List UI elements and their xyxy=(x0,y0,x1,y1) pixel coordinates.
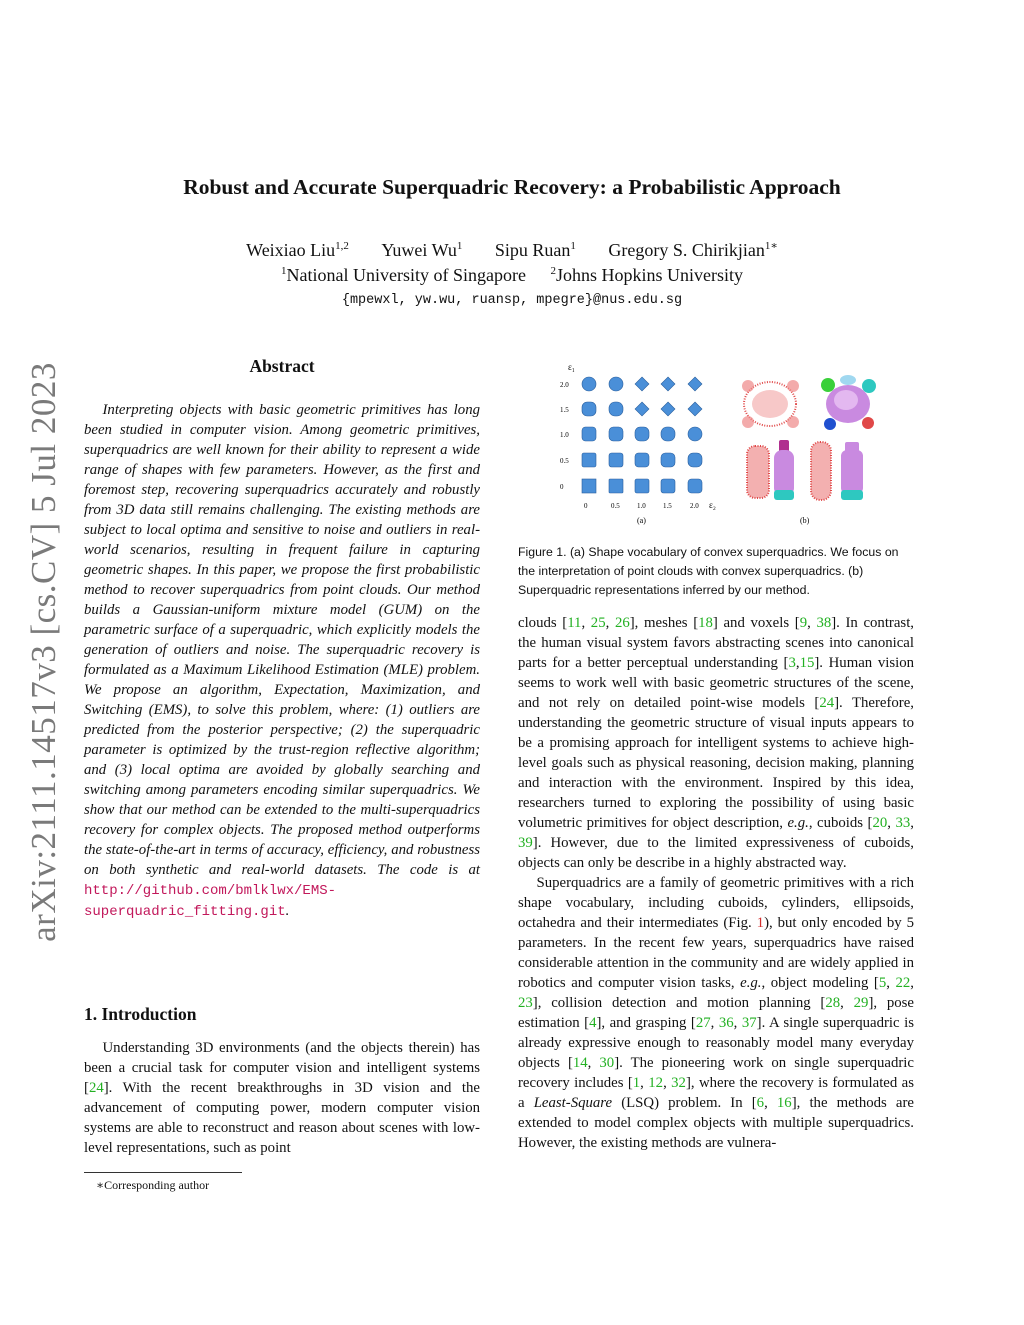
bottle-superquadric-1 xyxy=(774,440,794,500)
body-text: , xyxy=(663,1075,672,1091)
abstract-heading: Abstract xyxy=(249,356,315,376)
author: Gregory S. Chirikjian$^{1∗}$ xyxy=(608,240,778,260)
body-text: , xyxy=(587,1055,600,1071)
superquadric-shape xyxy=(661,402,675,416)
superquadric-shape xyxy=(582,453,596,467)
affiliation: $^1$National University of Singapore xyxy=(281,265,526,285)
arxiv-identifier: arXiv:2111.14517v3 [cs.CV] 5 Jul 2023 xyxy=(24,362,63,942)
abstract-period: . xyxy=(285,903,290,919)
superquadric-shape xyxy=(582,377,596,391)
superquadric-shape xyxy=(635,479,649,493)
y-tick-label: 0 xyxy=(560,483,564,491)
superquadric-shape xyxy=(688,479,702,493)
x-tick-label: 0 xyxy=(584,502,588,510)
author-list xyxy=(0,240,1024,261)
citation-link[interactable]: 20 xyxy=(872,815,888,831)
superquadric-shape xyxy=(688,377,702,391)
author-emails: {mpewxl, yw.wu, ruansp, mpegre}@nus.edu.sg xyxy=(341,293,683,308)
author: Weixiao Liu$^{1,2}$ xyxy=(246,240,349,260)
x-tick-label: 0.5 xyxy=(611,502,620,510)
x-tick-label: 1.5 xyxy=(663,502,672,510)
superquadric-shape xyxy=(609,402,623,416)
body-text: Superquadrics are a family of geometric primitives with a rich shape vocabulary, including cuboids, cylinders, ellipsoids, octahedra and their intermediates (Fig. xyxy=(518,875,914,931)
citation-link[interactable]: 4 xyxy=(589,1015,597,1031)
body-text: ]. A single superquadric is already expressive enough to reasonably model many everyday objects [ xyxy=(518,1015,914,1071)
figure-ref-link[interactable]: 1 xyxy=(756,915,765,931)
body-text: ]. However, due to the limited expressiveness of cuboids, objects can only be describe in a highly abstracted way. xyxy=(518,835,914,871)
body-text: ] and voxels [ xyxy=(712,615,800,631)
citation-link[interactable]: 28 xyxy=(825,995,841,1011)
body-text: , xyxy=(840,995,854,1011)
superquadric-shape xyxy=(609,453,623,467)
intro-paragraph xyxy=(84,1038,480,1158)
superquadric-shape xyxy=(661,479,675,493)
citation-link[interactable]: 38 xyxy=(816,615,832,631)
turtle-superquadrics xyxy=(821,375,876,430)
body-text: , xyxy=(581,615,591,631)
citation-link[interactable]: 6 xyxy=(756,1095,765,1111)
y-axis-label: ε₁ xyxy=(568,362,575,372)
section-heading-introduction: 1. Introduction xyxy=(84,1004,197,1024)
citation-link[interactable]: 12 xyxy=(648,1075,664,1091)
superquadric-shape xyxy=(661,453,675,467)
bottle-pointcloud-2 xyxy=(811,442,831,500)
body-text: , xyxy=(887,815,896,831)
superquadric-shape xyxy=(688,453,702,467)
body-text: , xyxy=(733,1015,742,1031)
arxiv-sidebar xyxy=(16,362,72,942)
citation-link[interactable]: 30 xyxy=(599,1055,615,1071)
body-text: , xyxy=(910,815,914,831)
citation-link[interactable]: 37 xyxy=(741,1015,757,1031)
superquadric-shape xyxy=(635,453,649,467)
body-text: ]. In contrast, the human visual system favors abstracting scenes into canonical parts for a better perceptual understanding [ xyxy=(518,615,914,671)
shape-vocabulary-grid xyxy=(582,377,702,493)
citation-link[interactable]: 23 xyxy=(518,995,533,1011)
x-ticks xyxy=(584,502,699,510)
superquadric-shape xyxy=(661,377,675,391)
body-text: ], and grasping [ xyxy=(596,1015,696,1031)
body-text: , xyxy=(764,1095,777,1111)
body-text: clouds [ xyxy=(518,615,568,631)
citation-link[interactable]: 36 xyxy=(718,1015,734,1031)
citation-link[interactable]: 16 xyxy=(776,1095,792,1111)
citation-link[interactable]: 5 xyxy=(878,975,887,991)
citation-link[interactable]: 32 xyxy=(671,1075,686,1091)
citation-link[interactable]: 14 xyxy=(572,1055,588,1071)
italic-text: e.g. xyxy=(787,815,809,831)
x-tick-label: 2.0 xyxy=(690,502,699,510)
y-tick-label: 2.0 xyxy=(560,381,569,389)
code-link[interactable]: http://github.com/bmlklwx/EMS-superquadric_fitting.git xyxy=(84,883,337,920)
figure-1 xyxy=(548,352,888,532)
footnote: ∗Corresponding author xyxy=(96,1178,210,1192)
citation-link[interactable]: 22 xyxy=(895,975,911,991)
superquadric-shape xyxy=(582,402,596,416)
italic-text: e.g. xyxy=(740,975,762,991)
citation-link[interactable]: 33 xyxy=(895,815,911,831)
right-column-text xyxy=(518,613,914,1153)
body-text: , cuboids [ xyxy=(808,815,873,831)
body-text: , xyxy=(710,1015,719,1031)
subfigure-label-b: (b) xyxy=(800,516,810,525)
body-text: , xyxy=(910,975,914,991)
citation-link[interactable]: 11 xyxy=(567,615,582,631)
body-text: , xyxy=(640,1075,649,1091)
citation-link[interactable]: 9 xyxy=(799,615,808,631)
superquadric-shape xyxy=(635,427,649,441)
intro-paragraph-superquadrics xyxy=(518,873,914,1153)
intro-paragraph-continued xyxy=(518,613,914,873)
body-text: ]. The pioneering work on single superquadric recovery includes [ xyxy=(518,1055,914,1091)
superquadric-shape xyxy=(609,479,623,493)
author: Yuwei Wu$^1$ xyxy=(381,240,463,260)
body-text: ], the methods are extended to model complex objects with multiple superquadrics. However, the existing methods are vulnera- xyxy=(518,1095,914,1151)
figure-1-caption: Figure 1. (a) Shape vocabulary of convex superquadrics. We focus on the interpretation of point clouds with convex superquadrics. (b) Superquadric representations inferred by our method. xyxy=(518,545,899,597)
intro-text: Understanding 3D environments (and the objects therein) has been a crucial task for computer vision and intelligent systems [ xyxy=(84,1040,480,1096)
x-tick-label: 1.0 xyxy=(637,502,646,510)
x-axis-label: ε₂ xyxy=(709,500,716,510)
citation-link[interactable]: 26 xyxy=(614,615,630,631)
abstract-body xyxy=(84,400,480,922)
affiliation-list xyxy=(0,265,1024,286)
y-ticks xyxy=(560,381,569,491)
y-tick-label: 0.5 xyxy=(560,457,569,465)
citation-link[interactable]: 3 xyxy=(788,655,796,671)
superquadric-shape xyxy=(582,427,596,441)
citation-link[interactable]: 18 xyxy=(698,615,713,631)
citation-link[interactable]: 25 xyxy=(590,615,606,631)
body-text: (LSQ) problem. In [ xyxy=(612,1095,757,1111)
y-tick-label: 1.0 xyxy=(560,431,569,439)
y-tick-label: 1.5 xyxy=(560,406,569,414)
abstract-text: Interpreting objects with basic geometric primitives has long been studied in computer vision. Among geometric primitives, superquadrics are well known for their ability to represent a wide range of shapes with few parameters. However, as the first and foremost step, recovering superquadrics accurately and robustly from 3D data still remains challenging. The existing methods are subject to local optima and sensitive to noise and outliers in real-world scenarios, resulting in frequent failure in capturing geometric shapes. In this paper, we propose the first probabilistic method to recover superquadrics from point clouds. Our method builds a Gaussian-uniform mixture model (GUM) on the parametric surface of a superquadric, which explicitly models the generation of outliers and noise. The superquadric recovery is formulated as a Maximum Likelihood Estimation (MLE) problem. We propose an algorithm, Expectation, Maximization, and Switching (EMS), to solve this problem, where: (1) outliers are predicted from the posterior perspective; (2) the superquadric parameter is optimized by the trust-region reflective algorithm; and (3) local optima are avoided by globally searching and switching among parameters encoding similar superquadrics. We show that our method can be extended to the multi-superquadrics recovery for complex objects. The proposed method outperforms the state-of-the-art in terms of accuracy, efficiency, and robustness on both synthetic and real-world datasets. The code is at xyxy=(84,402,480,878)
body-text: ], where the recovery is formulated as a xyxy=(518,1075,914,1111)
italic-text: Least-Square xyxy=(533,1095,613,1111)
body-text: , xyxy=(605,615,615,631)
body-text: , xyxy=(795,655,800,671)
superquadric-shape xyxy=(635,377,649,391)
turtle-pointcloud xyxy=(742,380,799,428)
footnote-rule xyxy=(84,1172,242,1173)
citation-link[interactable]: 27 xyxy=(695,1015,711,1031)
superquadric-shape xyxy=(635,402,649,416)
body-text: ]. Human vision seems to work well with basic geometric structures of the scene, and not rely on detailed point-wise models [ xyxy=(518,655,914,711)
citation-link[interactable]: 15 xyxy=(799,655,815,671)
superquadric-shape xyxy=(688,402,702,416)
author: Sipu Ruan$^1$ xyxy=(494,240,576,260)
bottle-pointcloud-1 xyxy=(747,446,769,498)
body-text: , object modeling [ xyxy=(761,975,879,991)
body-text: ]. Therefore, understanding the geometric structure of visual inputs appears to be a promising approach for intelligent systems to achieve high-level goals such as physical reasoning, decision making, planning and interaction with the environment. Inspired by this idea, researchers turned to exploring the possibility of using basic volumetric primitives for object description, xyxy=(518,695,914,831)
subfigure-label-a: (a) xyxy=(637,516,646,525)
superquadric-shape xyxy=(582,479,596,493)
body-text: ], pose estimation [ xyxy=(518,995,914,1031)
citation-link[interactable]: 24 xyxy=(88,1080,104,1096)
body-text: ), but only encoded by 5 parameters. In the recent few years, superquadrics have raised considerable attention in the community and are widely applied in robotics and computer vision tasks, xyxy=(518,915,914,991)
affiliation: $^2$Johns Hopkins University xyxy=(550,265,743,285)
body-text: , xyxy=(807,615,817,631)
superquadric-shape xyxy=(661,427,675,441)
bottle-superquadric-2 xyxy=(841,442,863,500)
citation-link[interactable]: 39 xyxy=(518,835,533,851)
body-text: ], collision detection and motion planning [ xyxy=(532,995,826,1011)
paper-title: Robust and Accurate Superquadric Recovery: a Probabilistic Approach xyxy=(183,175,841,199)
body-text: ], meshes [ xyxy=(629,615,699,631)
intro-text: ]. With the recent breakthroughs in 3D vision and the advancement of computing power, modern computer vision systems are able to reconstruct and reason about scenes with low-level representations, such as point xyxy=(84,1080,480,1156)
superquadric-shape xyxy=(688,427,702,441)
citation-link[interactable]: 1 xyxy=(632,1075,641,1091)
citation-link[interactable]: 29 xyxy=(853,995,869,1011)
superquadric-shape xyxy=(609,377,623,391)
superquadric-shape xyxy=(609,427,623,441)
body-text: , xyxy=(886,975,896,991)
citation-link[interactable]: 24 xyxy=(819,695,835,711)
